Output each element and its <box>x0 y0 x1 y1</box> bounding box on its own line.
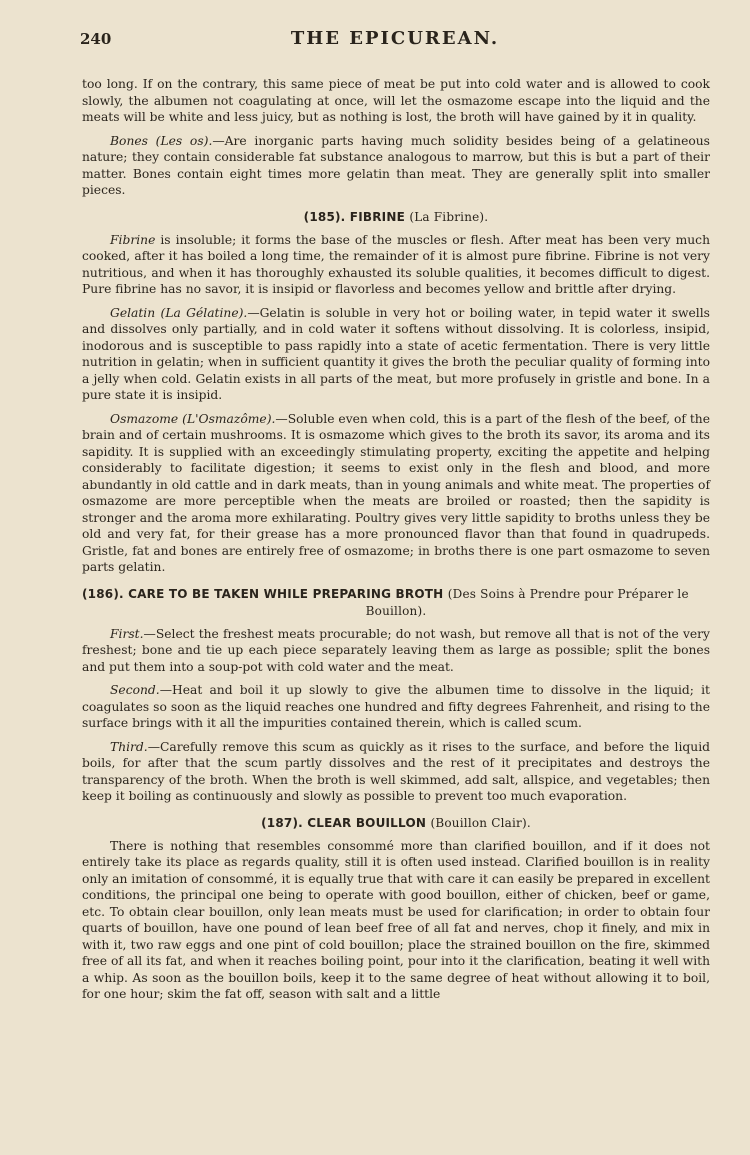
section-185-title: (185). FIBRINE <box>303 209 405 224</box>
gelatin-lead: Gelatin (La Gélatine). <box>110 305 248 320</box>
fibrine-text: is insoluble; it forms the base of the muscles or flesh. After meat has been very much cooked, after it has boiled a long time, the remainder of it is almost pure fibrine. Fibrine is not very nutritious, and when it has thoroughly exhausted its soluble qualities, it becomes difficult to digest. Pure fibrine has no savor, it is insipid or flavorless and becomes yellow and brittle after drying. <box>82 232 710 296</box>
section-186-french-1: (Des Soins à Prendre pour Préparer le <box>447 586 689 601</box>
section-187-french: (Bouillon Clair). <box>430 815 531 830</box>
osmazome-text: —Soluble even when cold, this is a part of the flesh of the beef, of the brain and of certain mushrooms. It is osmazome which gives to the broth its savor, its aroma and its sapidity. It is supplied with an exceedingly stimulating property, exciting the appetite and helping considerably to facilitate digestion; it seems to exist only in the flesh and blood, and more abundantly in old cattle and in dark meats, than in young animals and white meat. The properties of osmazome are more perceptible when the meats are broiled or roasted; then the sapidity is stronger and the aroma more exhilarating. Poultry gives very little sapidity to broths unless they be old and very fat, for their grease has a more pronounced flavor than that found in quadrupeds. Gristle, fat and bones are entirely free of osmazome; in broths there is one part osmazome to seven parts gelatin. <box>82 411 710 574</box>
page-body <box>82 76 710 1010</box>
second-lead: Second. <box>110 683 160 697</box>
third-text: —Carefully remove this scum as quickly as it rises to the surface, and before the liquid boils, for after that the scum partly dissolves and the rest of it precipitates and destroys the transparency of the broth. When the broth is well skimmed, add salt, allspice, and vegetables; then keep it boiling as continuously and slowly as possible to prevent too much evaporation. <box>82 739 710 803</box>
first-paragraph <box>82 626 710 676</box>
osmazome-paragraph <box>82 411 710 576</box>
section-187-heading <box>82 815 710 832</box>
second-paragraph <box>82 682 710 732</box>
section-186-french-2: Bouillon). <box>365 603 427 618</box>
second-text: —Heat and boil it up slowly to give the albumen time to dissolve in the liquid; it coagulates so soon as the liquid reaches one hundred and fifty degrees Fahrenheit, and rising to the surface brings with it all the impurities contained therein, which is called scum. <box>82 683 710 730</box>
gelatin-text: —Gelatin is soluble in very hot or boiling water, in tepid water it swells and dissolves only partially, and in cold water it softens without dissolving. It is colorless, insipid, inodorous and is susceptible to pass rapidly into a state of acetic fermentation. There is very little nutrition in gelatin; when in sufficient quantity it gives the broth the peculiar quality of forming into a jelly when cold. Gelatin exists in all parts of the meat, but more profusely in gristle and bone. In a pure state it is insipid. <box>82 305 710 402</box>
fibrine-lead: Fibrine <box>110 232 156 247</box>
section-186-heading <box>82 586 710 620</box>
section-185-heading <box>82 209 710 226</box>
clear-bouillon-paragraph: There is nothing that resembles consommé more than clarified bouillon, and if it does not entirely take its place as regards quality, still it is often used instead. Clarified bouillon is in reality only an imitation of consommé, it is equally true that with care it can easily be prepared in excellent conditions, the principal one being to operate with good bouillon, either of chicken, beef or game, etc. To obtain clear bouillon, only lean meats must be used for clarification; in order to obtain four quarts of bouillon, have one pound of lean beef free of all fat and nerves, chop it finely, and mix in with it, two raw eggs and one pint of cold bouillon; place the strained bouillon on the fire, skimmed free of all its fat, and when it reaches boiling point, pour into it the clarification, beating it well with a whip. As soon as the bouillon boils, keep it to the same degree of heat without allowing it to boil, for one hour; skim the fat off, season with salt and a little <box>82 838 710 1001</box>
bones-text: —Are inorganic parts having much solidity besides being of a gelatineous nature; they contain considerable fat substance analogous to marrow, but this is but a part of their matter. Bones contain eight times more gelatin than meat. They are generally split into smaller pieces. <box>82 133 710 197</box>
running-title: THE EPICUREAN. <box>290 28 500 49</box>
osmazome-lead: Osmazome (L'Osmazôme). <box>110 411 276 426</box>
first-lead: First. <box>110 626 144 641</box>
third-paragraph <box>82 739 710 805</box>
first-text: —Select the freshest meats procurable; do not wash, but remove all that is not of the very freshest; bone and tie up each piece separately leaving them as large as possible; split the bones and put them into a soup-pot with cold water and the meat. <box>82 626 710 674</box>
section-186-title: (186). CARE TO BE TAKEN WHILE PREPARING BROTH <box>82 586 444 601</box>
page-number: 240 <box>80 30 112 48</box>
third-lead: Third. <box>110 739 148 754</box>
bones-lead: Bones (Les os). <box>110 133 213 148</box>
gelatin-paragraph <box>82 305 710 404</box>
bones-paragraph <box>82 133 710 199</box>
intro-paragraph: too long. If on the contrary, this same piece of meat be put into cold water and is allowed to cook slowly, the albumen not coagulating at once, will let the osmazome escape into the liquid and the meats will be white and less juicy, but as nothing is lost, the broth will have gained by it in quality. <box>82 77 710 124</box>
section-187-title: (187). CLEAR BOUILLON <box>261 815 427 830</box>
page-header <box>80 28 710 52</box>
section-185-french: (La Fibrine). <box>409 209 489 224</box>
fibrine-paragraph <box>82 232 710 298</box>
